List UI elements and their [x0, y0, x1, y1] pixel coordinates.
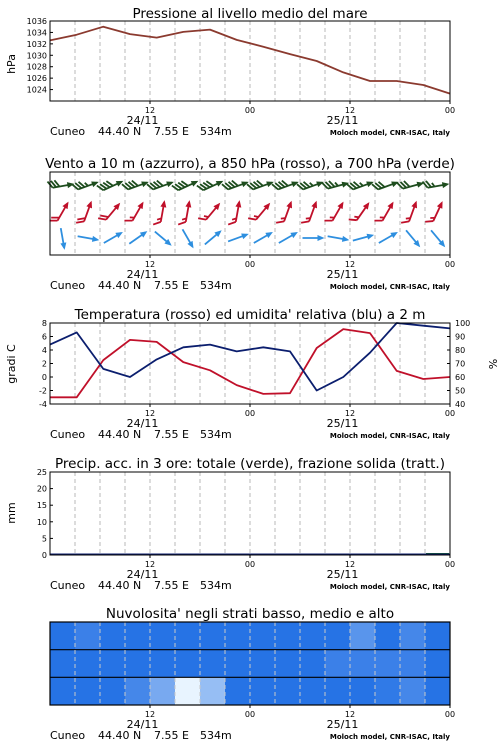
barb-head — [442, 181, 450, 188]
wind-barb — [98, 198, 122, 224]
x-tick-label: 00 — [444, 260, 456, 269]
cloud-cell — [125, 650, 151, 678]
station-name: Cuneo — [50, 579, 86, 592]
y-tick-label: 1030 — [26, 51, 47, 61]
cloud-cell — [400, 622, 426, 650]
wind-barb — [347, 175, 375, 193]
y-tick-label: 0 — [41, 551, 47, 560]
y-tick-label: 15 — [36, 501, 47, 511]
station-name: Cuneo — [50, 729, 86, 742]
wind-barb — [248, 198, 272, 224]
wind-barb — [77, 233, 100, 243]
y-tick-label: 1024 — [26, 85, 47, 95]
wind-barb — [401, 198, 419, 226]
y-tick-label: 2 — [41, 359, 47, 369]
wind-barb — [247, 175, 275, 193]
wind-barb — [252, 229, 274, 245]
precip-y-ticks — [37, 468, 53, 560]
wind-barb — [352, 232, 375, 243]
wind-barb — [153, 229, 174, 248]
y-tick-label: 0 — [41, 373, 47, 382]
barb-head — [185, 200, 192, 208]
date-label: 25/11 — [326, 568, 359, 581]
barb-feather — [401, 219, 409, 225]
date-label: 24/11 — [126, 718, 159, 731]
cloud-cell — [350, 622, 376, 650]
x-tick-label: 12 — [144, 260, 156, 269]
cloud-cell — [250, 677, 276, 705]
precip-x-axis — [50, 555, 455, 592]
precip-grid — [75, 472, 425, 555]
pressure-title: Pressione al livello medio del mare — [132, 6, 368, 22]
wind-barb — [178, 199, 192, 226]
model-credit: Moloch model, CNR-ISAC, Italy — [329, 283, 450, 291]
date-label: 25/11 — [326, 417, 359, 430]
precip-panel — [5, 456, 455, 592]
cloud-cell — [150, 650, 176, 678]
wind-barb — [128, 229, 149, 247]
station-alt: 534m — [200, 125, 232, 138]
station-name: Cuneo — [50, 428, 86, 441]
cloud-cell — [275, 650, 301, 678]
barb-feather — [425, 218, 433, 225]
wind-barb — [228, 199, 242, 226]
station-lat: 44.40 N — [98, 428, 142, 441]
cloud-cell — [425, 622, 451, 650]
cloud-cell — [50, 677, 76, 705]
wind-title: Vento a 10 m (azzurro), a 850 hPa (rosso), a 700 hPa (verde) — [45, 156, 455, 172]
barb-feather — [301, 219, 309, 225]
temperature-panel — [5, 307, 499, 441]
cloud-cell — [100, 650, 126, 678]
station-lat: 44.40 N — [98, 579, 142, 592]
cloud-cell — [75, 650, 101, 678]
barb-head — [437, 200, 445, 209]
temperature-title: Temperatura (rosso) ed umidita' relativa (blu) a 2 m — [74, 307, 426, 323]
wind-barb — [124, 198, 146, 226]
date-label: 25/11 — [326, 114, 359, 127]
station-alt: 534m — [200, 729, 232, 742]
temperature-x-axis — [50, 404, 455, 441]
pressure-frame — [50, 21, 450, 101]
x-tick-label: 12 — [344, 560, 356, 569]
date-label: 25/11 — [326, 268, 359, 281]
model-credit: Moloch model, CNR-ISAC, Italy — [329, 733, 450, 741]
wind-barb — [377, 229, 399, 245]
wind-barb — [322, 176, 350, 192]
date-label: 24/11 — [126, 114, 159, 127]
model-credit: Moloch model, CNR-ISAC, Italy — [329, 432, 450, 440]
station-name: Cuneo — [50, 279, 86, 292]
wind-panel — [45, 156, 455, 292]
barb-head — [86, 200, 94, 209]
cloud-cell — [425, 677, 451, 705]
cloud-cell — [150, 677, 176, 705]
x-tick-label: 12 — [144, 710, 156, 719]
y-right-tick-label: 70 — [455, 359, 466, 369]
y-right-tick-label: 90 — [455, 332, 466, 342]
cloud-cell — [375, 650, 401, 678]
cloud-cell — [375, 677, 401, 705]
wind-barb — [153, 199, 167, 226]
cloud-cell — [325, 622, 351, 650]
y-tick-label: -2 — [39, 386, 47, 396]
barb-head — [62, 200, 71, 209]
barb-feather — [153, 221, 161, 226]
cloud-cell — [50, 650, 76, 678]
wind-barb — [277, 229, 299, 245]
wind-barb — [324, 198, 346, 226]
y-tick-label: 1036 — [26, 17, 47, 26]
cloud-cell — [275, 677, 301, 705]
y-right-tick-label: 40 — [455, 400, 466, 409]
barb-head — [342, 236, 350, 243]
wind-barb — [425, 198, 445, 226]
x-tick-label: 12 — [144, 409, 156, 418]
y-tick-label: 1028 — [26, 62, 47, 72]
station-alt: 534m — [200, 428, 232, 441]
x-tick-label: 00 — [444, 409, 456, 418]
pressure-ylabel: hPa — [5, 54, 18, 74]
barb-head — [290, 229, 299, 238]
date-label: 24/11 — [126, 268, 159, 281]
station-lon: 7.55 E — [154, 279, 189, 292]
y-tick-label: 6 — [41, 332, 47, 342]
barb-feather — [228, 221, 236, 226]
x-tick-label: 00 — [444, 560, 456, 569]
y-tick-label: 8 — [41, 319, 47, 328]
station-lat: 44.40 N — [98, 279, 142, 292]
humidity-ylabel: % — [486, 358, 499, 370]
cloud-cell — [175, 650, 201, 678]
wind-barb — [72, 175, 100, 193]
barb-head — [286, 200, 294, 209]
cloud-cell — [200, 622, 226, 650]
barb-feather — [276, 219, 284, 225]
x-tick-label: 00 — [244, 260, 256, 269]
cloud-cell — [250, 650, 276, 678]
barb-feather — [76, 219, 84, 225]
wind-barb — [76, 198, 94, 226]
temperature-ylabel: gradi C — [5, 344, 18, 384]
station-lon: 7.55 E — [154, 579, 189, 592]
y-tick-label: 10 — [36, 517, 47, 527]
wind-barbs — [47, 175, 449, 251]
x-tick-label: 00 — [244, 409, 256, 418]
cloud-cell — [200, 677, 226, 705]
barb-head — [311, 200, 319, 209]
barb-head — [318, 235, 325, 241]
cloud-cell — [100, 622, 126, 650]
y-tick-label: 1032 — [26, 39, 47, 49]
barb-head — [92, 236, 100, 243]
barb-head — [191, 178, 200, 186]
wind-barb — [227, 231, 250, 244]
barb-head — [160, 200, 167, 208]
wind-barb — [327, 233, 350, 243]
precip-ylabel: mm — [5, 502, 18, 524]
x-tick-label: 12 — [344, 106, 356, 115]
cloud-cell — [300, 622, 326, 650]
wind-barb — [303, 235, 325, 241]
cloud-cell — [200, 650, 226, 678]
x-tick-label: 00 — [244, 106, 256, 115]
cloud-cell — [325, 677, 351, 705]
cloud-cell — [400, 650, 426, 678]
barb-head — [137, 200, 146, 209]
station-name: Cuneo — [50, 125, 86, 138]
pressure-panel — [5, 6, 455, 138]
station-lon: 7.55 E — [154, 729, 189, 742]
wind-barb — [58, 228, 68, 251]
x-tick-label: 00 — [244, 710, 256, 719]
model-credit: Moloch model, CNR-ISAC, Italy — [329, 129, 450, 137]
pressure-x-axis — [50, 101, 455, 138]
cloud-cell — [300, 650, 326, 678]
x-tick-label: 12 — [144, 560, 156, 569]
cloud-cell — [150, 622, 176, 650]
station-alt: 534m — [200, 279, 232, 292]
x-tick-label: 00 — [444, 106, 456, 115]
barb-head — [387, 200, 396, 209]
barb-head — [115, 229, 124, 238]
wind-barb — [374, 198, 396, 226]
wind-barb — [404, 228, 423, 249]
cloud-cell — [125, 677, 151, 705]
x-tick-label: 00 — [444, 710, 456, 719]
station-lon: 7.55 E — [154, 428, 189, 441]
cloud-panel — [50, 606, 455, 742]
x-tick-label: 12 — [144, 106, 156, 115]
barb-head — [390, 229, 399, 238]
cloud-cell — [400, 677, 426, 705]
barb-head — [241, 231, 250, 239]
y-right-tick-label: 50 — [455, 386, 466, 396]
wind-barb — [297, 175, 325, 193]
model-credit: Moloch model, CNR-ISAC, Italy — [329, 583, 450, 591]
date-label: 24/11 — [126, 417, 159, 430]
barb-head — [60, 242, 67, 250]
wind-barb — [422, 177, 449, 191]
wind-barb — [349, 198, 372, 225]
wind-barb — [97, 175, 125, 195]
wind-barb — [272, 175, 300, 193]
wind-x-axis — [50, 255, 455, 292]
cloud-cell — [350, 650, 376, 678]
y-tick-label: -4 — [39, 400, 47, 409]
cloud-cell — [425, 650, 451, 678]
cloud-cell — [300, 677, 326, 705]
cloud-cell — [375, 622, 401, 650]
cloud-cell — [50, 622, 76, 650]
x-tick-label: 12 — [344, 409, 356, 418]
cloud-cell — [75, 622, 101, 650]
station-lon: 7.55 E — [154, 125, 189, 138]
pressure-y-ticks — [27, 17, 53, 95]
station-alt: 534m — [200, 579, 232, 592]
wind-barb — [180, 228, 196, 250]
station-lat: 44.40 N — [98, 125, 142, 138]
wind-barb — [397, 176, 425, 192]
wind-barb — [102, 229, 124, 245]
cloud-cell — [325, 650, 351, 678]
cloud-cell — [350, 677, 376, 705]
wind-barb — [222, 175, 250, 193]
temperature-y-ticks — [39, 319, 470, 409]
wind-barb — [301, 198, 319, 226]
y-right-tick-label: 60 — [455, 373, 466, 382]
cloud-cell — [175, 622, 201, 650]
y-tick-label: 4 — [41, 346, 47, 355]
wind-barb — [49, 198, 71, 226]
x-tick-label: 12 — [344, 710, 356, 719]
wind-barb — [47, 177, 74, 191]
wind-barb — [172, 175, 200, 195]
barb-head — [265, 229, 274, 238]
cloud-cell — [225, 622, 251, 650]
precip-title: Precip. acc. in 3 ore: totale (verde), frazione solida (tratt.) — [55, 456, 445, 472]
cloud-x-axis — [50, 705, 455, 742]
cloud-cell — [225, 677, 251, 705]
y-tick-label: 25 — [36, 468, 47, 477]
wind-barb — [203, 228, 224, 247]
barb-head — [235, 200, 242, 208]
cloud-cell — [275, 622, 301, 650]
wind-barb — [122, 175, 150, 193]
cloud-cell — [175, 677, 201, 705]
date-label: 25/11 — [326, 718, 359, 731]
wind-barb — [198, 198, 222, 224]
y-tick-label: 1034 — [26, 28, 47, 38]
x-tick-label: 00 — [244, 560, 256, 569]
y-right-tick-label: 100 — [455, 319, 471, 328]
cloud-cell — [100, 677, 126, 705]
barb-head — [367, 232, 375, 240]
cloud-title: Nuvolosita' negli strati basso, medio e alto — [105, 606, 395, 622]
y-tick-label: 20 — [36, 484, 47, 494]
barb-head — [337, 200, 346, 209]
cloud-cell — [75, 677, 101, 705]
y-right-tick-label: 80 — [455, 346, 466, 355]
y-tick-label: 5 — [41, 534, 47, 544]
wind-barb — [372, 175, 400, 193]
x-tick-label: 12 — [344, 260, 356, 269]
station-lat: 44.40 N — [98, 729, 142, 742]
y-tick-label: 1026 — [26, 74, 47, 84]
date-label: 24/11 — [126, 568, 159, 581]
wind-barb — [197, 175, 225, 195]
barb-head — [187, 241, 196, 250]
wind-barb — [429, 228, 448, 249]
barb-feather — [178, 221, 186, 226]
cloud-cell — [250, 622, 276, 650]
cloud-cell — [125, 622, 151, 650]
wind-barb — [276, 198, 294, 226]
wind-barb — [147, 175, 175, 193]
cloud-cell — [225, 650, 251, 678]
temperature-frame — [50, 323, 450, 404]
barb-head — [411, 200, 419, 209]
